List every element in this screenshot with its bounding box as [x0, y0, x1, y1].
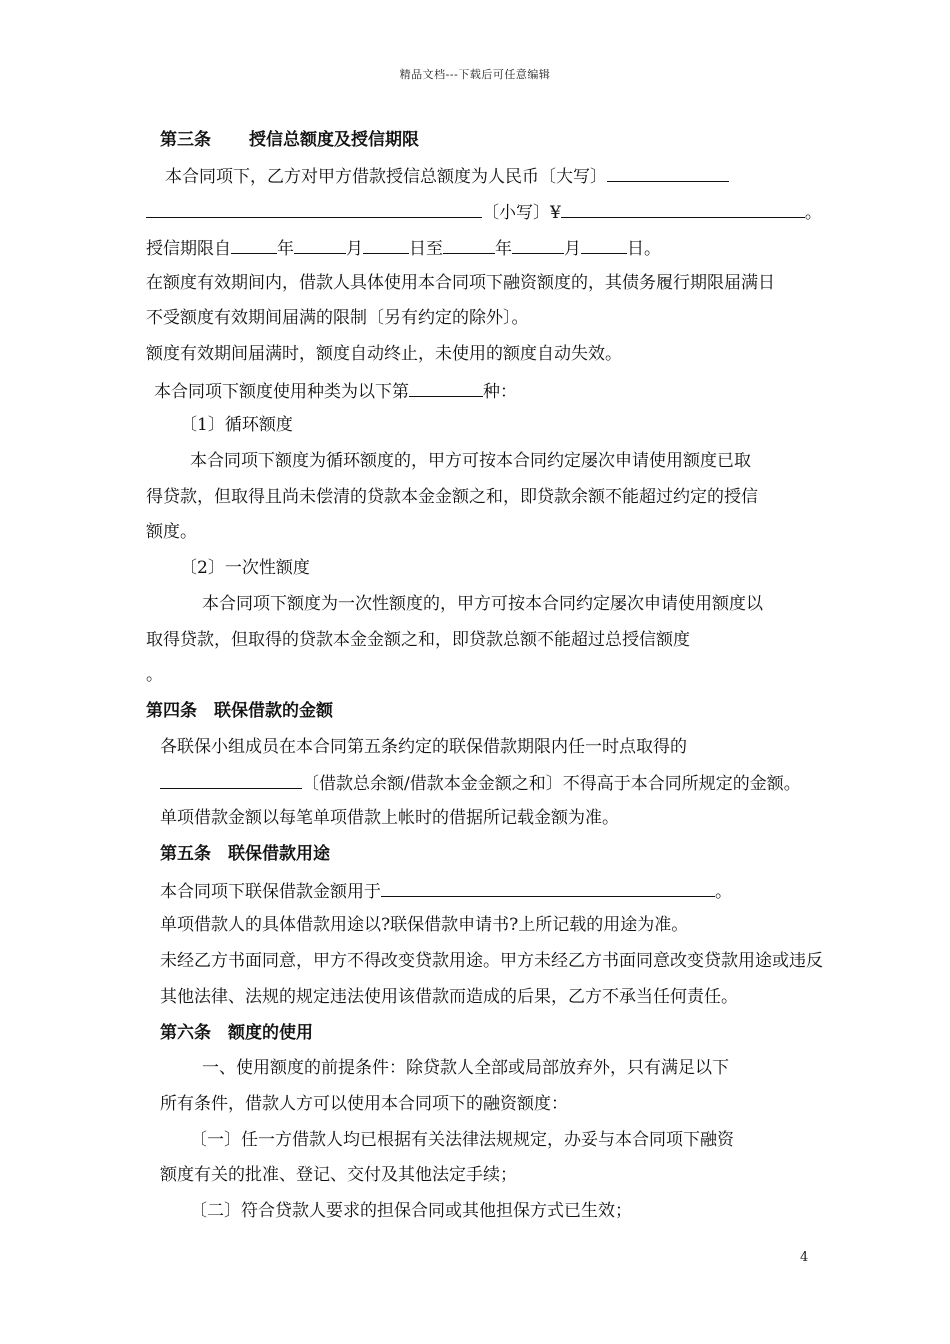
art4-line-2: [160, 771, 801, 795]
art4-line-2-text: 〔借款总余额/借款本金金额之和〕不得高于本合同所规定的金额。: [302, 774, 801, 794]
period-label: 授信期限自: [146, 239, 231, 259]
start-month-blank: [294, 236, 346, 254]
art3-line-1: [165, 164, 729, 188]
art6-line-2: 所有条件，借款人方可以使用本合同项下的融资额度：: [160, 1094, 568, 1114]
quota-type-end: 种：: [483, 382, 517, 402]
article-3-title: 授信总额度及授信期限: [249, 130, 419, 150]
day-label-end: 日。: [627, 239, 661, 259]
art3-line-2: [146, 200, 822, 224]
page-header: 精品文档---下载后可任意编辑: [399, 68, 551, 81]
article-3-number: 第三条: [160, 130, 211, 150]
year-label: 年: [277, 239, 294, 259]
article-3-heading: [160, 129, 419, 151]
month-label: 月: [346, 239, 363, 259]
art3-line-4: 在额度有效期间内，借款人具体使用本合同项下融资额度的，其债务履行期限届满日: [146, 273, 775, 293]
option-2-line-2: 取得贷款，但取得的贷款本金金额之和，即贷款总额不能超过总授信额度: [146, 630, 690, 650]
quota-type-label: 本合同项下额度使用种类为以下第: [154, 382, 409, 402]
end-year-blank: [443, 236, 495, 254]
loan-purpose-label: 本合同项下联保借款金额用于: [160, 882, 381, 902]
art5-line-3: 未经乙方书面同意，甲方不得改变贷款用途。甲方未经乙方书面同意改变贷款用途或违反: [160, 951, 823, 971]
amount-lowercase-label: 〔小写〕¥: [482, 203, 561, 223]
end-day-blank: [581, 236, 627, 254]
option-1-line-1: 本合同项下额度为循环额度的，甲方可按本合同约定屡次申请使用额度已取: [190, 451, 751, 471]
credit-period-line: [146, 236, 661, 260]
option-2-line-1: 本合同项下额度为一次性额度的，甲方可按本合同约定屡次申请使用额度以: [202, 594, 763, 614]
option-1-line-2: 得贷款，但取得且尚未偿清的贷款本金金额之和，即贷款余额不能超过约定的授信: [146, 487, 758, 507]
total-loan-blank: [160, 771, 302, 789]
end-month-blank: [512, 236, 564, 254]
amount-lowercase-blank: [561, 200, 805, 218]
start-day-blank: [363, 236, 409, 254]
art3-line-2-end: 。: [804, 203, 822, 223]
art6-line-5: 〔二〕符合贷款人要求的担保合同或其他担保方式已生效；: [190, 1201, 632, 1221]
article-4-heading: 第四条 联保借款的金额: [146, 701, 333, 721]
quota-type-blank: [409, 379, 483, 397]
page-number: 4: [800, 1250, 809, 1265]
loan-purpose-end: 。: [715, 882, 732, 902]
option-1-line-3: 额度。: [146, 522, 197, 542]
amount-uppercase-blank-cont: [146, 200, 482, 218]
art6-line-1: 一、使用额度的前提条件：除贷款人全部或局部放弃外，只有满足以下: [202, 1058, 729, 1078]
article-6-heading: 第六条 额度的使用: [160, 1023, 313, 1043]
article-5-heading: 第五条 联保借款用途: [160, 844, 330, 864]
quota-type-line: [154, 379, 517, 403]
art3-line-6: 额度有效期间届满时，额度自动终止，未使用的额度自动失效。: [146, 344, 622, 364]
art5-line-2: 单项借款人的具体借款用途以?联保借款申请书?上所记载的用途为准。: [160, 915, 689, 935]
art5-line-1: [160, 879, 732, 903]
art4-line-1: 各联保小组成员在本合同第五条约定的联保借款期限内任一时点取得的: [160, 737, 687, 757]
amount-uppercase-blank: [607, 164, 729, 182]
art5-line-4: 其他法律、法规的规定违法使用该借款而造成的后果，乙方不承当任何责任。: [160, 987, 738, 1007]
month-label-2: 月: [564, 239, 581, 259]
art6-line-4: 额度有关的批准、登记、交付及其他法定手续；: [160, 1165, 517, 1185]
loan-purpose-blank: [381, 879, 715, 897]
art4-line-3: 单项借款金额以每笔单项借款上帐时的借据所记载金额为准。: [160, 808, 619, 828]
start-year-blank: [231, 236, 277, 254]
art3-line-5: 不受额度有效期间届满的限制〔另有约定的除外〕。: [146, 308, 529, 328]
option-2-title: 〔2〕一次性额度: [180, 558, 310, 578]
year-label-2: 年: [495, 239, 512, 259]
art3-line-1-text: 本合同项下，乙方对甲方借款授信总额度为人民币〔大写〕: [165, 167, 607, 187]
option-1-title: 〔1〕循环额度: [180, 415, 293, 435]
option-2-line-3: 。: [146, 665, 163, 685]
day-to-label: 日至: [409, 239, 443, 259]
art6-line-3: 〔一〕任一方借款人均已根据有关法律法规规定，办妥与本合同项下融资: [190, 1130, 734, 1150]
